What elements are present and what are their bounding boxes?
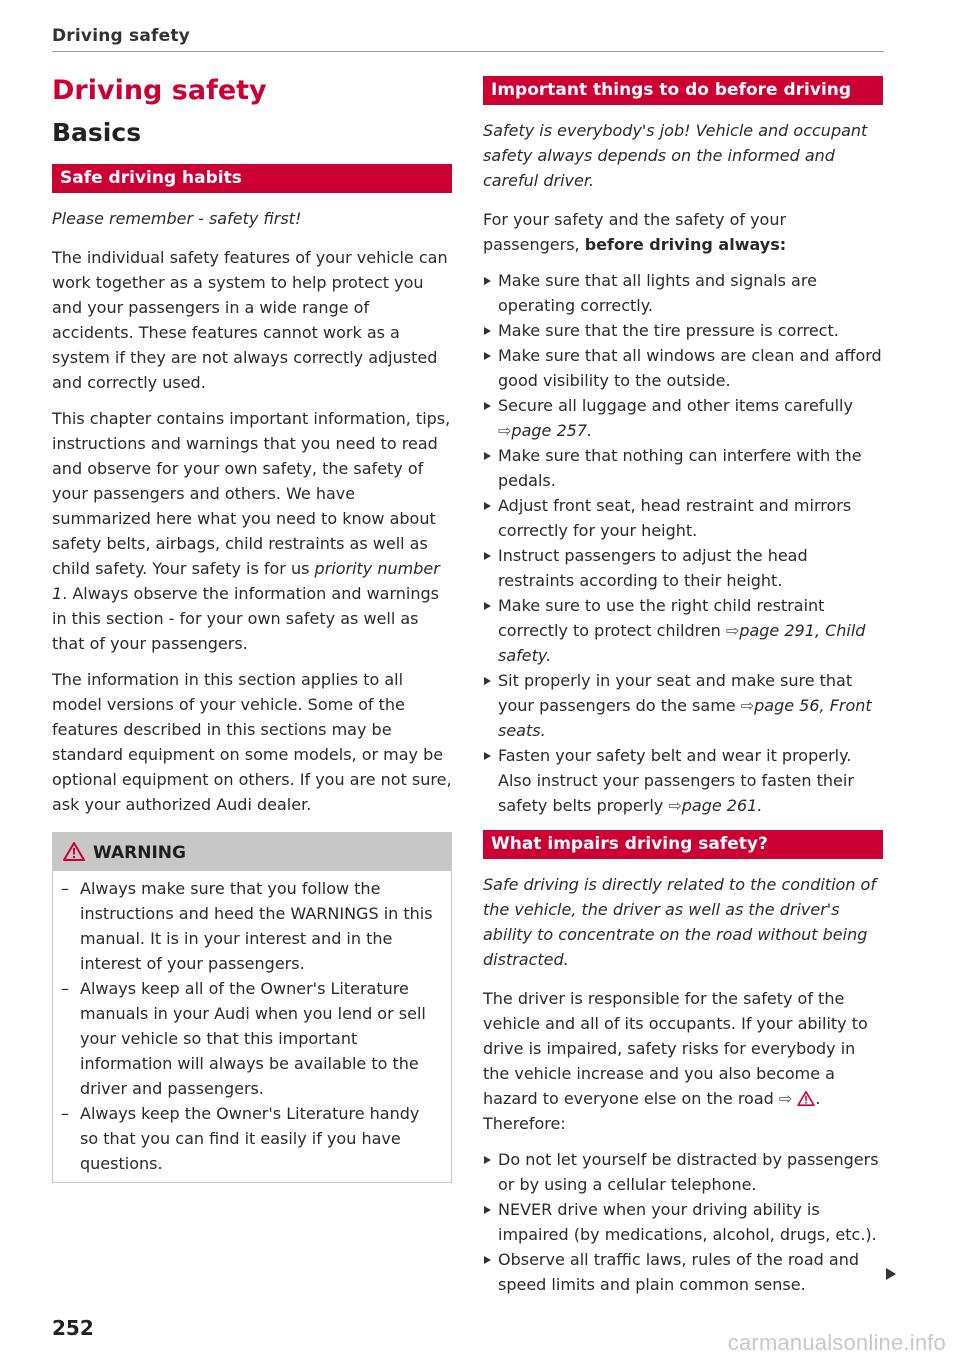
page-reference-link[interactable]: page 56, Front seats.: [498, 696, 872, 740]
list-item: Make sure to use the right child restraint correctly to protect children ⇨page 291, Child safety.: [483, 593, 883, 668]
list-item: Make sure that the tire pressure is correct.: [483, 318, 883, 343]
intro-text: Safe driving is directly related to the condition of the vehicle, the driver as well as the driver's ability to concentrate on the road without being distracted.: [483, 875, 876, 969]
list-item: NEVER drive when your driving ability is impaired (by medications, alcohol, drugs, etc.).: [483, 1197, 883, 1247]
section-bar-safe-driving-habits: Safe driving habits: [52, 164, 452, 193]
list-item: Do not let yourself be distracted by passengers or by using a cellular telephone.: [483, 1147, 883, 1197]
arrow-right-icon: ⇨: [668, 796, 682, 815]
page-reference-link[interactable]: page 261.: [681, 796, 763, 815]
list-item: Make sure that nothing can interfere with the pedals.: [483, 443, 883, 493]
warning-triangle-icon: [63, 842, 85, 861]
checklist-impairs-driving: [483, 1147, 883, 1297]
warning-item: – Always keep the Owner's Literature handy so that you can find it easily if you have questions.: [61, 1101, 439, 1176]
paragraph: The driver is responsible for the safety of the vehicle and all of its occupants. If your ability to drive is impaired, safety risks for everybody in the vehicle increase and you also become a hazard to everyone else on the road ⇨ . Therefore:: [483, 989, 868, 1133]
right-column: [483, 72, 883, 1309]
intro-text: Please remember - safety first!: [52, 209, 302, 228]
warning-triangle-icon[interactable]: [797, 1091, 815, 1106]
header-rule: [52, 51, 884, 52]
list-item: Secure all luggage and other items carefully ⇨page 257.: [483, 393, 883, 443]
page-number: 252: [52, 1316, 94, 1340]
list-item: Observe all traffic laws, rules of the road and speed limits and plain common sense.: [483, 1247, 883, 1297]
intro-text: Safety is everybody's job! Vehicle and occupant safety always depends on the informed and careful driver.: [483, 121, 868, 190]
arrow-right-icon: ⇨: [498, 421, 512, 440]
list-item: Instruct passengers to adjust the head restraints according to their height.: [483, 543, 883, 593]
paragraph: The information in this section applies to all model versions of your vehicle. Some of the features described in this sections may be standard equipment on some models, or may be optional equipment on others. If you are not sure, ask your authorized Audi dealer.: [52, 670, 452, 814]
section-title: Basics: [52, 118, 142, 147]
warning-header: [53, 833, 451, 871]
paragraph: This chapter contains important information, tips, instructions and warnings that you need to read and observe for your own safety, the safety of your passengers and others. We have summarized here what you need to know about safety belts, airbags, child restraints as well as child safety. Your safety is for us priority number 1. Always observe the information and warnings in this section - for your own safety as well as that of your passengers.: [52, 409, 451, 653]
page-reference-link[interactable]: page 291, Child safety.: [498, 621, 866, 665]
continue-arrow-icon: [886, 1268, 896, 1280]
left-column: [52, 72, 452, 1183]
arrow-right-icon: ⇨: [778, 1089, 793, 1108]
list-item: Sit properly in your seat and make sure that your passengers do the same ⇨page 56, Front seats.: [483, 668, 883, 743]
list-item: Adjust front seat, head restraint and mirrors correctly for your height.: [483, 493, 883, 543]
running-head: Driving safety: [52, 26, 190, 46]
section-bar-impairs-driving: What impairs driving safety?: [483, 830, 883, 859]
paragraph: For your safety and the safety of your passengers, before driving always:: [483, 210, 787, 254]
warning-item: – Always make sure that you follow the instructions and heed the WARNINGS in this manual. It is in your interest and in the interest of your passengers.: [61, 876, 439, 976]
paragraph: The individual safety features of your vehicle can work together as a system to help protect you and your passengers in a wide range of accidents. These features cannot work as a system if they are not always correctly adjusted and correctly used.: [52, 248, 448, 392]
list-item: Make sure that all windows are clean and afford good visibility to the outside.: [483, 343, 883, 393]
arrow-right-icon: ⇨: [725, 621, 740, 640]
warning-list: [53, 871, 451, 1182]
chapter-title: Driving safety: [52, 75, 267, 106]
page-reference-link[interactable]: page 257.: [511, 421, 593, 440]
warning-item: – Always keep all of the Owner's Literature manuals in your Audi when you lend or sell your vehicle so that this important information will always be available to the driver and passengers.: [61, 976, 439, 1101]
warning-label: WARNING: [93, 843, 186, 863]
checklist-before-driving: [483, 268, 883, 818]
list-item: Make sure that all lights and signals are operating correctly.: [483, 268, 883, 318]
watermark: carmanualsonline.info: [727, 1330, 946, 1355]
list-item: Fasten your safety belt and wear it properly. Also instruct your passengers to fasten their safety belts properly ⇨page 261.: [483, 743, 883, 818]
arrow-right-icon: ⇨: [740, 696, 755, 715]
section-bar-before-driving: Important things to do before driving: [483, 76, 883, 105]
warning-box: [52, 832, 452, 1183]
